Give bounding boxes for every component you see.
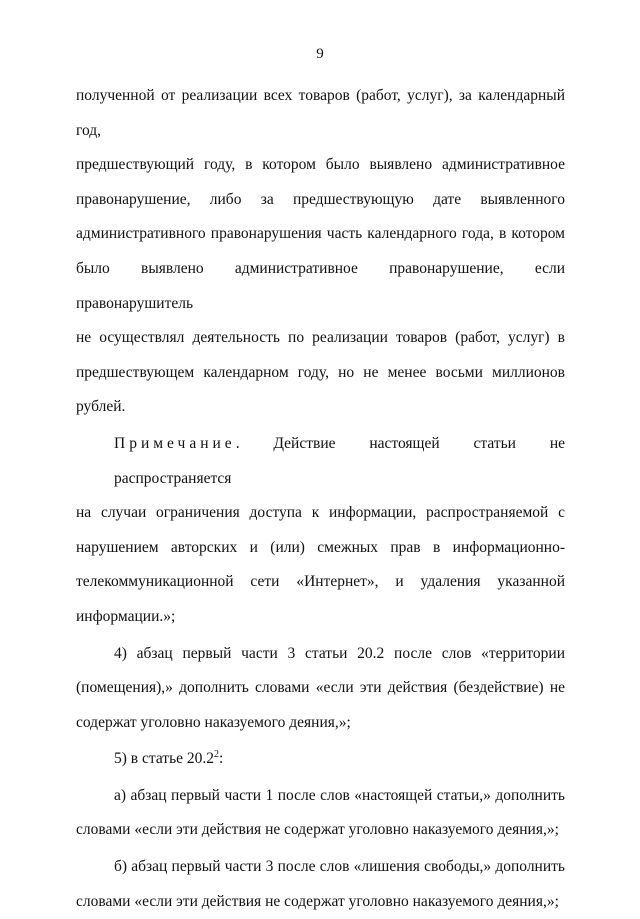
text-line: 4) абзац первый части 3 статьи 20.2 после слов «территории (114, 644, 565, 662)
document-body (76, 79, 565, 919)
item-5a-paragraph (76, 779, 565, 848)
item-5-paragraph (76, 742, 565, 777)
text-line: а) абзац первый части 1 после слов «настоящей статьи,» дополнить (114, 786, 565, 804)
text-line: б) абзац первый части 3 после слов «лишения свободы,» дополнить (114, 858, 565, 876)
page-number: 9 (316, 46, 324, 62)
text-line: содержат уголовно наказуемого деяния,»; (76, 713, 351, 731)
item-5-prefix: 5) в статье 20.2 (114, 750, 215, 768)
text-line: словами «если эти действия не содержат уголовно наказуемого деяния,»; (76, 821, 559, 839)
text-line: информации.»; (76, 607, 176, 625)
text-line: нарушением авторских и (или) смежных прав в информационно- (76, 538, 565, 556)
item-5-suffix: : (219, 750, 224, 768)
note-first-line (76, 427, 565, 496)
text-line: не осуществлял деятельность по реализации товаров (работ, услуг) в (76, 329, 565, 347)
text-line: на случаи ограничения доступа к информации, распространяемой с (76, 504, 565, 522)
note-label: Примечание (114, 434, 236, 452)
text-line: предшествующем календарном году, но не менее восьми миллионов (76, 363, 565, 381)
text-line: полученной от реализации всех товаров (работ, услуг), за календарный год, (76, 87, 565, 139)
item-4-paragraph (76, 637, 565, 741)
note-first-text: . Действие настоящей статьи не распространяется (114, 434, 565, 487)
item-5b-paragraph (76, 850, 565, 919)
text-line: словами «если эти действия не содержат уголовно наказуемого деяния,»; (76, 892, 559, 910)
text-line: было выявлено административное правонарушение, если правонарушитель (76, 259, 565, 312)
note-paragraph (76, 427, 565, 635)
text-line: административного правонарушения часть календарного года, в котором (76, 225, 565, 243)
text-line: (помещения),» дополнить словами «если эти действия (бездействие) не (76, 679, 565, 697)
text-line: правонарушение, либо за предшествующую дате выявленного (76, 190, 565, 208)
paragraph-continuation (76, 79, 565, 425)
text-line: рублей. (76, 398, 126, 416)
item-5-superscript: 2 (214, 749, 220, 761)
text-line: предшествующий году, в котором было выявлено административное (76, 156, 565, 174)
text-line: телекоммуникационной сети «Интернет», и удаления указанной (76, 573, 565, 591)
